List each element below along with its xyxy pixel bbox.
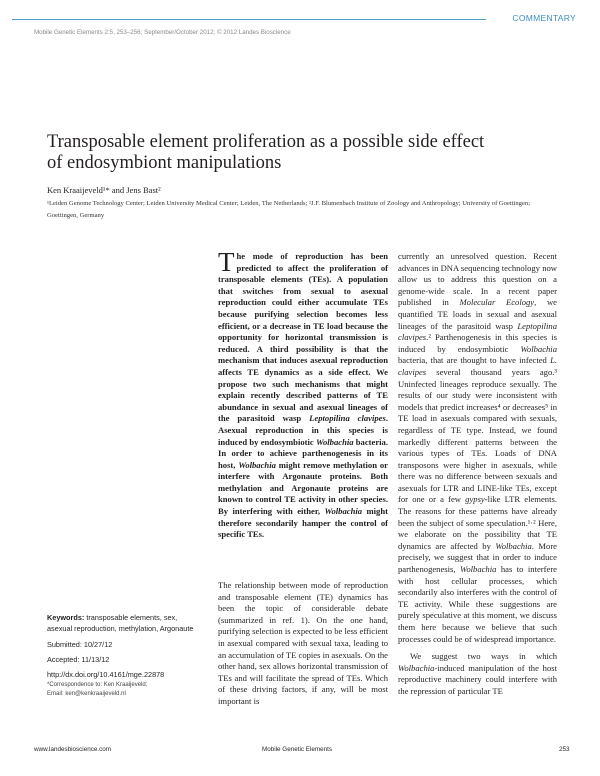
journal-name: Molecular Ecology <box>459 297 535 308</box>
keywords <box>47 613 202 634</box>
text-run: bacteria, that are thought to have infected <box>398 355 551 366</box>
paragraph <box>398 651 557 697</box>
species-name: L. clavipes <box>398 355 557 377</box>
genus-name: Wolbachia <box>238 459 276 470</box>
text-run: We suggest two ways in which <box>410 651 557 662</box>
text-run: , we quantified TE loads in sexual and asexual lineages of the parasitoid wasp <box>398 297 557 331</box>
genus-name: Wolbachia <box>315 436 354 447</box>
section-tag: COMMENTARY <box>512 13 576 23</box>
species-name: Leptopilina clavipes <box>398 320 557 343</box>
accepted-date: Accepted: 11/13/12 <box>47 655 110 664</box>
header-line <box>12 19 486 20</box>
submitted-date: Submitted: 10/27/12 <box>47 640 113 649</box>
species-name: Leptopilina clavipes <box>309 413 386 424</box>
genus-name: Wolbachia <box>324 506 363 517</box>
genus-name: Wolbachia <box>398 662 435 673</box>
journal-citation: Mobile Genetic Elements 2:5, 253–256; September/October 2012; © 2012 Landes Bioscience <box>34 29 291 36</box>
paragraph <box>398 251 557 645</box>
abstract-text: might remove methylation or interfere with Argonaute proteins. Both methylation and Argonaute proteins are known to control TE activity in other species. By interfering with either, <box>218 459 388 517</box>
text-run: currently an unresolved question. Recent advances in DNA sequencing technology now allow us to address this question on a genome-wide scale. In a recent paper published in <box>398 251 557 308</box>
abstract-text: he mode of reproduction has been predicted to affect the proliferation of transposable elements (TEs). A population that switches from sexual to asexual reproduction could either accumulate TEs because purifying selection becomes less efficient, or a decrease in TE load because the opportunity for horizontal transmission is reduced. A third possibility is that the mechanism that induces asexual reproduction affects TE dynamics as a side effect. We propose two such mechanisms that might explain recently described patterns of TE abundance in sexual and asexual lineages of the parasitoid wasp <box>218 251 388 424</box>
authors: Ken Kraaijeveld¹* and Jens Bast² <box>47 185 161 195</box>
abstract-text: might therefore secondarily hamper the control of specific TEs. <box>218 506 388 540</box>
element-name: gypsy <box>465 494 485 505</box>
text-run: -induced manipulation of the host reproductive machinery could interfere with the repression of particular TE <box>398 662 557 696</box>
footer-journal: Mobile Genetic Elements <box>262 746 332 753</box>
page-number: 253 <box>559 746 570 753</box>
text-run: .² Parthenogenesis in this species is induced by endosymbiotic <box>398 332 557 354</box>
article-sidebar <box>47 613 202 699</box>
abstract-text: bacteria. In order to achieve parthenogenesis in its host, <box>218 436 388 470</box>
header-rule <box>12 13 576 27</box>
email-link[interactable]: Email: ken@kenkraaijeveld.nl <box>47 691 126 697</box>
genus-name: Wolbachia <box>495 540 532 551</box>
body-column-3 <box>398 251 557 698</box>
drop-cap: T <box>218 247 235 277</box>
affiliations: ¹Leiden Genome Technology Center; Leiden University Medical Center; Leiden, The Netherlands; ²J.F. Blumenbach Institute of Zoology and Anthropology; University of Goettingen; Goettingen, Germany <box>47 200 531 219</box>
text-run: several thousand years ago.³ Uninfected lineages reproduce sexually. The results of our study were inconsistent with models that predict increases⁴ or decreases⁵ in TE load in asexuals compared with sexuals, regardless of TE type. Instead, we found markedly different patterns between the various types of TEs. Loads of DNA transposons were higher in asexuals, while there was no difference between sexuals and asexuals for LTR and LINE-like TEs, except for one or a few <box>398 366 557 505</box>
text-run: . More precisely, we suggest that in order to induce parthenogenesis, <box>398 540 557 575</box>
abstract-text: . Asexual reproduction in this species is induced by endosymbiotic <box>218 413 388 447</box>
footer-website[interactable]: www.landesbioscience.com <box>34 746 111 753</box>
abstract <box>218 247 388 541</box>
keywords-list: transposable elements, sex, asexual reproduction, methylation, Argonaute <box>47 613 194 633</box>
article-title: Transposable element proliferation as a possible side effect of endosymbiont manipulations <box>47 132 485 173</box>
keywords-label: Keywords: <box>47 613 85 622</box>
genus-name: Wolbachia <box>520 343 557 354</box>
doi-link[interactable]: http://dx.doi.org/10.4161/mge.22878 <box>47 670 165 679</box>
body-column-2: The relationship between mode of reproduction and transposable element (TE) dynamics has been the topic of considerable debate (summarized in ref. 1). On the one hand, purifying selection is expected to be less efficient in asexual compared with sexual taxa, leading to an accumulation of TE copies in asexuals. On the other hand, sex allows horizontal transmission of TEs and will facilitate the spread of TEs. Which of these driving factors, if any, will be most important is <box>218 580 388 706</box>
genus-name: Wolbachia <box>459 564 497 575</box>
correspondence: *Correspondence to: Ken Kraaijeveld; <box>47 682 148 688</box>
text-run: has to interfere with host cellular processes, which secondarily also interferes with the control of TE activity. While these suggestions are purely speculative at this moment, we discuss them here because we believe that such processes could be of widespread importance. <box>398 564 557 644</box>
text-run: -like LTR elements. The reasons for these patterns have already been the subject of some speculation.¹·² Here, we elaborate on the possibility that TE dynamics are affected by <box>398 494 557 551</box>
